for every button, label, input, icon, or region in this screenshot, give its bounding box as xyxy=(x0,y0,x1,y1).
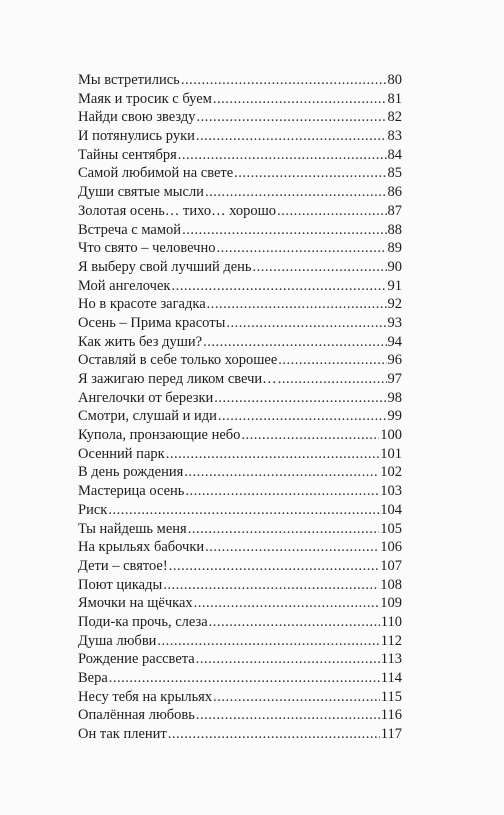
toc-entry-page-number: 100 xyxy=(380,427,402,444)
toc-entry xyxy=(78,445,402,464)
toc-entry-page-number: 114 xyxy=(380,670,402,686)
toc-entry xyxy=(78,463,402,482)
toc-entry-title: Опалённая любовь xyxy=(78,707,195,724)
toc-entry xyxy=(78,108,402,127)
toc-entry-page-number: 105 xyxy=(380,520,402,537)
toc-entry xyxy=(78,688,402,707)
toc-entry-title: Он так пленит xyxy=(78,726,167,743)
toc-entry xyxy=(78,725,402,744)
dot-leader xyxy=(109,669,380,688)
toc-entry-title: Несу тебя на крыльях xyxy=(78,688,213,705)
toc-entry-title: Мастерица осень xyxy=(78,483,185,500)
toc-entry-page-number: 93 xyxy=(387,314,402,331)
dot-leader xyxy=(216,239,386,258)
toc-entry-title: И потянулись руки xyxy=(78,128,195,145)
dot-leader xyxy=(207,295,387,314)
dot-leader xyxy=(196,706,380,725)
toc-entry-page-number: 101 xyxy=(380,445,402,462)
toc-entry-title: Риск xyxy=(78,501,108,518)
toc-entry-page-number: 103 xyxy=(380,483,402,500)
toc-entry xyxy=(78,557,402,576)
toc-entry-page-number: 92 xyxy=(387,296,402,313)
toc-entry-page-number: 89 xyxy=(387,240,402,257)
dot-leader xyxy=(168,725,380,744)
toc-entry-title: Найди свою звезду xyxy=(78,109,196,126)
toc-entry-title: Осенний парк xyxy=(78,445,165,462)
dot-leader xyxy=(169,557,380,576)
dot-leader xyxy=(253,258,387,277)
dot-leader xyxy=(241,426,379,445)
toc-entry-page-number: 116 xyxy=(380,707,402,724)
dot-leader xyxy=(163,576,379,595)
toc-entry-title: Золотая осень… тихо… хорошо xyxy=(78,202,277,219)
toc-entry xyxy=(78,164,402,183)
toc-entry xyxy=(78,520,402,539)
dot-leader xyxy=(214,389,386,408)
toc-entry-title: Я выберу свой лучший день xyxy=(78,258,252,275)
dot-leader xyxy=(278,351,386,370)
dot-leader xyxy=(234,164,386,183)
toc-entry-page-number: 86 xyxy=(387,184,402,201)
toc-entry xyxy=(78,706,402,725)
dot-leader xyxy=(278,370,387,389)
toc-entry-title: Встреча с мамой xyxy=(78,221,182,238)
toc-entry-page-number: 81 xyxy=(387,90,402,107)
dot-leader xyxy=(213,688,380,707)
table-of-contents xyxy=(78,71,402,744)
toc-entry-page-number: 85 xyxy=(387,165,402,182)
toc-entry xyxy=(78,202,402,221)
toc-entry-page-number: 99 xyxy=(387,408,402,425)
toc-entry xyxy=(78,501,402,520)
toc-entry-title: Дети – святое! xyxy=(78,557,168,574)
toc-entry-page-number: 115 xyxy=(380,688,402,705)
toc-entry-page-number: 108 xyxy=(380,576,402,593)
toc-entry-title: Купола, пронзающие небо xyxy=(78,427,241,444)
toc-entry-page-number: 113 xyxy=(380,651,402,668)
toc-entry xyxy=(78,370,402,389)
dot-leader xyxy=(196,650,380,669)
toc-entry-title: Мой ангелочек xyxy=(78,277,171,294)
dot-leader xyxy=(209,613,380,632)
dot-leader xyxy=(108,501,379,520)
toc-entry xyxy=(78,295,402,314)
toc-entry-title: Поют цикады xyxy=(78,576,163,593)
toc-entry xyxy=(78,239,402,258)
toc-entry-page-number: 98 xyxy=(387,389,402,406)
dot-leader xyxy=(185,482,379,501)
dot-leader xyxy=(197,108,387,127)
dot-leader xyxy=(181,71,387,90)
toc-entry-title: Смотри, слушай и иди xyxy=(78,408,217,425)
dot-leader xyxy=(166,445,380,464)
toc-entry xyxy=(78,146,402,165)
toc-entry xyxy=(78,613,402,632)
toc-entry-page-number: 83 xyxy=(387,128,402,145)
toc-entry-page-number: 88 xyxy=(387,221,402,238)
toc-entry-page-number: 90 xyxy=(387,258,402,275)
toc-entry-title: Я зажигаю перед ликом свечи… xyxy=(78,371,277,387)
dot-leader xyxy=(203,333,386,352)
toc-entry-page-number: 109 xyxy=(380,595,402,612)
toc-entry-page-number: 112 xyxy=(380,632,402,649)
toc-entry-page-number: 82 xyxy=(387,109,402,126)
toc-entry xyxy=(78,351,402,370)
toc-entry-page-number: 97 xyxy=(387,371,402,387)
toc-entry-title: Но в красоте загадка xyxy=(78,296,206,313)
toc-entry-title: Маяк и тросик с буем xyxy=(78,90,212,107)
dot-leader xyxy=(205,183,387,202)
dot-leader xyxy=(277,202,386,221)
toc-entry xyxy=(78,576,402,595)
toc-entry xyxy=(78,538,402,557)
toc-entry-page-number: 107 xyxy=(380,557,402,574)
toc-entry-page-number: 94 xyxy=(387,333,402,350)
toc-entry-title: Самой любимой на свете xyxy=(78,165,234,182)
toc-entry xyxy=(78,482,402,501)
toc-entry-title: Оставляй в себе только хорошее xyxy=(78,352,278,369)
toc-entry-page-number: 110 xyxy=(380,613,402,630)
toc-entry-title: Ты найдешь меня xyxy=(78,520,187,537)
toc-entry-title: Мы встретились xyxy=(78,72,180,88)
toc-entry xyxy=(78,333,402,352)
toc-entry-title: Рождение рассвета xyxy=(78,651,195,668)
toc-entry xyxy=(78,221,402,240)
toc-entry-title: Осень – Прима красоты xyxy=(78,314,226,331)
dot-leader xyxy=(182,221,386,240)
toc-entry-page-number: 104 xyxy=(380,501,402,518)
toc-entry-title: Тайны сентября xyxy=(78,146,177,163)
toc-entry-title: Душа любви xyxy=(78,632,157,649)
toc-entry-title: Ангелочки от березки xyxy=(78,389,214,406)
dot-leader xyxy=(196,127,387,146)
toc-entry-page-number: 80 xyxy=(387,72,402,88)
toc-entry-title: Вера xyxy=(78,670,108,686)
toc-entry xyxy=(78,632,402,651)
toc-entry-page-number: 84 xyxy=(387,146,402,163)
toc-entry xyxy=(78,650,402,669)
toc-entry xyxy=(78,389,402,408)
toc-entry xyxy=(78,71,402,90)
dot-leader xyxy=(213,90,387,109)
toc-entry xyxy=(78,426,402,445)
dot-leader xyxy=(194,594,380,613)
toc-entry xyxy=(78,183,402,202)
toc-entry-title: Души святые мысли xyxy=(78,184,204,201)
dot-leader xyxy=(226,314,386,333)
dot-leader xyxy=(205,538,379,557)
dot-leader xyxy=(171,277,386,296)
dot-leader xyxy=(178,146,387,165)
toc-entry xyxy=(78,314,402,333)
dot-leader xyxy=(188,520,380,539)
toc-entry xyxy=(78,594,402,613)
toc-entry xyxy=(78,407,402,426)
toc-entry xyxy=(78,669,402,688)
toc-entry-page-number: 91 xyxy=(387,277,402,294)
toc-entry xyxy=(78,258,402,277)
dot-leader xyxy=(218,407,387,426)
toc-entry-title: В день рождения xyxy=(78,464,184,481)
toc-entry-page-number: 106 xyxy=(380,539,402,556)
toc-entry-page-number: 96 xyxy=(387,352,402,369)
toc-entry-title: Как жить без души? xyxy=(78,333,203,350)
toc-entry-title: Поди-ка прочь, слеза xyxy=(78,613,208,630)
dot-leader xyxy=(184,463,379,482)
dot-leader xyxy=(157,632,379,651)
toc-entry-title: Что свято – человечно xyxy=(78,240,216,257)
toc-entry-page-number: 117 xyxy=(380,726,402,743)
toc-entry-page-number: 102 xyxy=(380,464,402,481)
toc-entry xyxy=(78,90,402,109)
toc-entry xyxy=(78,277,402,296)
toc-entry-page-number: 87 xyxy=(387,202,402,219)
toc-entry-title: Ямочки на щёчках xyxy=(78,595,193,612)
toc-entry-title: На крыльях бабочки xyxy=(78,539,205,556)
toc-entry xyxy=(78,127,402,146)
